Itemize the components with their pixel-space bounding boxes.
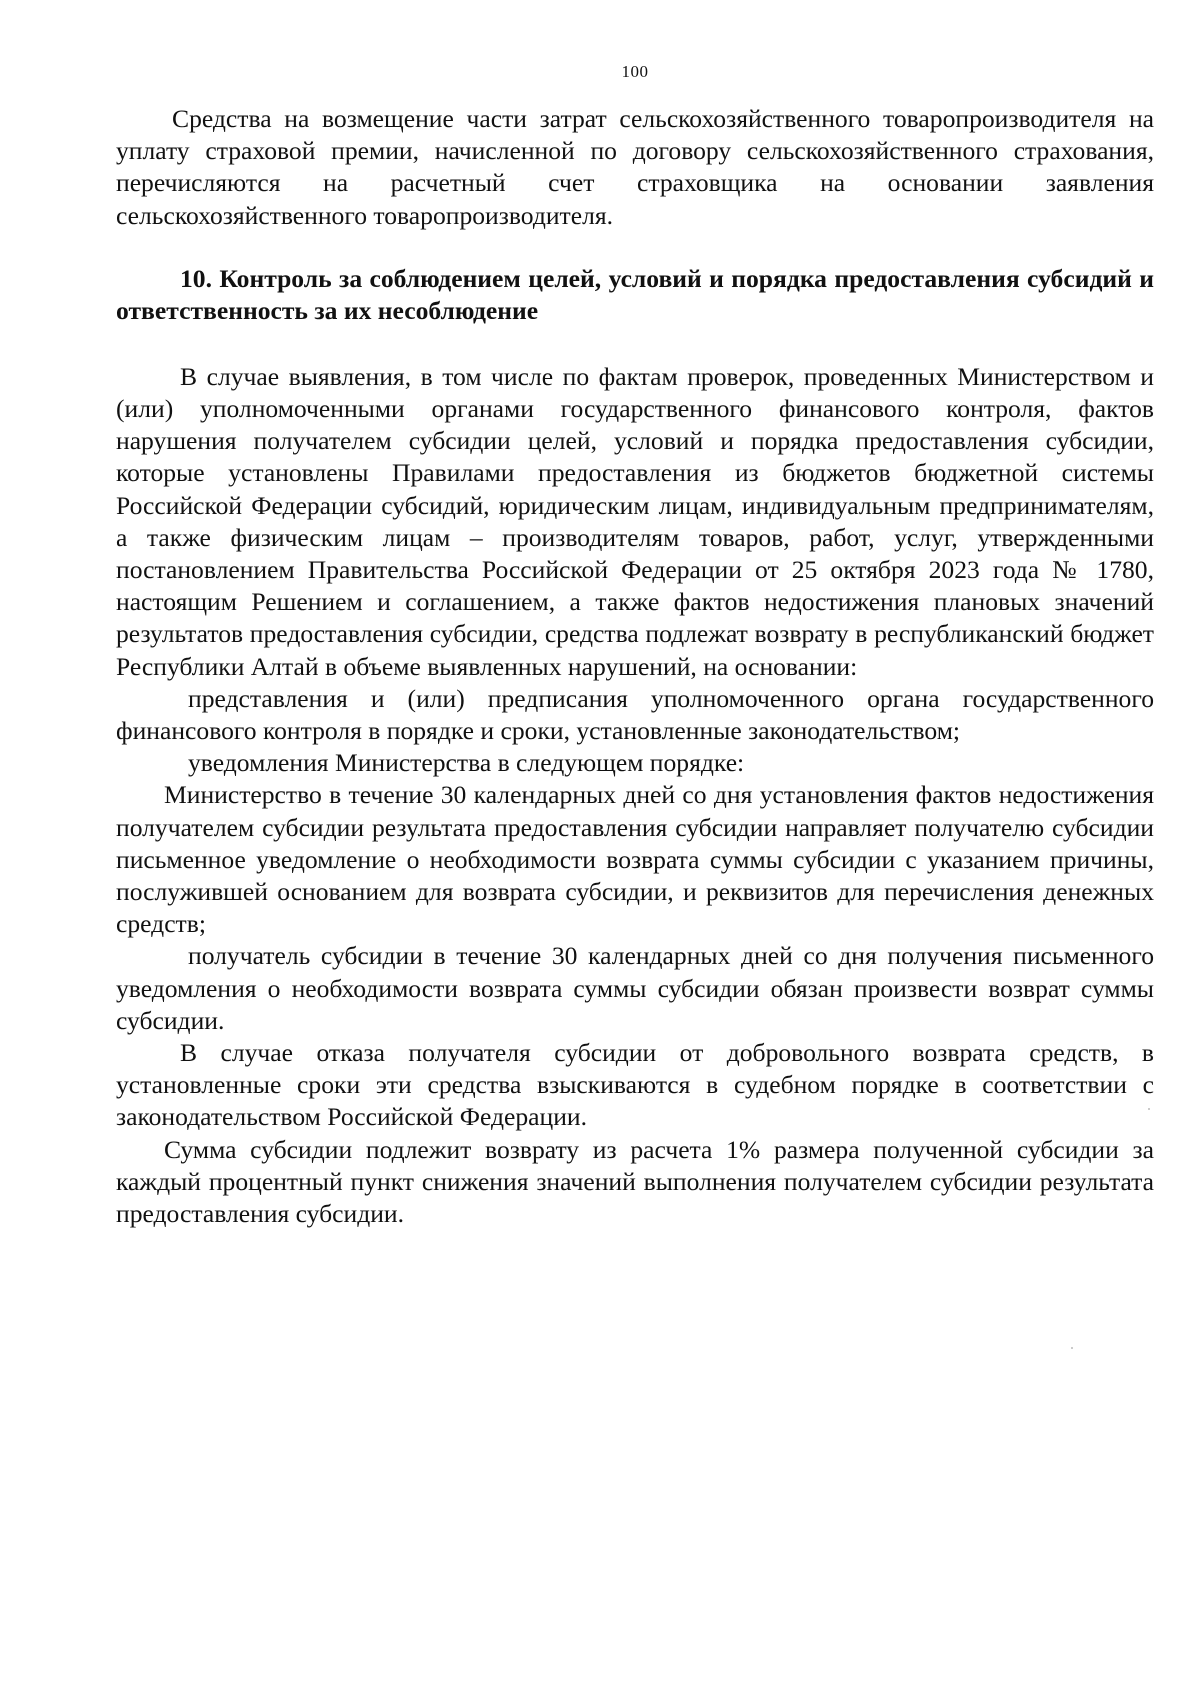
section-heading: 10. Контроль за соблюдением целей, условий и порядка предоставления субсидий и ответственность за их несоблюдение: [116, 263, 1154, 325]
paragraph-ministry-notice: уведомления Министерства в следующем порядке:: [188, 748, 745, 778]
scan-mark: [1148, 1108, 1150, 1110]
scan-mark: [1071, 1347, 1073, 1349]
page-number: 100: [621, 62, 649, 81]
document-body: [116, 103, 1154, 1230]
paragraph-court-recovery: В случае отказа получателя субсидии от добровольного возврата средств, в установленные сроки эти средства взыскиваются в судебном порядке в соответствии с законодательством Российской Федерации.: [116, 1038, 1154, 1132]
paragraph-return-calculation: Сумма субсидии подлежит возврату из расчета 1% размера полученной субсидии за каждый процентный пункт снижения значений выполнения получателем субсидии результата предоставления субсидии.: [116, 1134, 1154, 1229]
paragraph-representation: представления и (или) предписания уполномоченного органа государственного финансового контроля в порядке и сроки, установленные законодательством;: [116, 683, 1154, 746]
paragraph-insurance-funds: Средства на возмещение части затрат сельскохозяйственного товаропроизводителя на уплату страховой премии, начисленной по договору сельскохозяйственного страхования, перечисляются на расчетный счет страховщика на основании заявления сельскохозяйственного товаропроизводителя.: [116, 104, 1154, 230]
paragraph-recipient-return: получатель субсидии в течение 30 календарных дней со дня получения письменного уведомления о необходимости возврата суммы субсидии обязан произвести возврат суммы субсидии.: [116, 941, 1154, 1035]
paragraph-ministry-procedure: Министерство в течение 30 календарных дней со дня установления фактов недостижения получателем субсидии результата предоставления субсидии направляет получателю субсидии письменное уведомление о необходимости возврата суммы субсидии с указанием причины, послужившей основанием для возврата субсидии, и реквизитов для перечисления денежных средств;: [116, 780, 1154, 939]
paragraph-violations-return: В случае выявления, в том числе по фактам проверок, проведенных Министерством и (или) уполномоченными органами государственного финансового контроля, фактов нарушения получателем субсидии целей, условий и порядка предоставления субсидии, которые установлены Правилами предоставления из бюджетов бюджетной системы Российской Федерации субсидий, юридическим лицам, индивидуальным предпринимателям, а также физическим лицам – производителям товаров, работ, услуг, утвержденными постановлением Правительства Российской Федерации от 25 октября 2023 года № 1780, настоящим Решением и соглашением, а также фактов недостижения плановых значений результатов предоставления субсидии, средства подлежат возврату в республиканский бюджет Республики Алтай в объеме выявленных нарушений, на основании:: [116, 361, 1154, 681]
